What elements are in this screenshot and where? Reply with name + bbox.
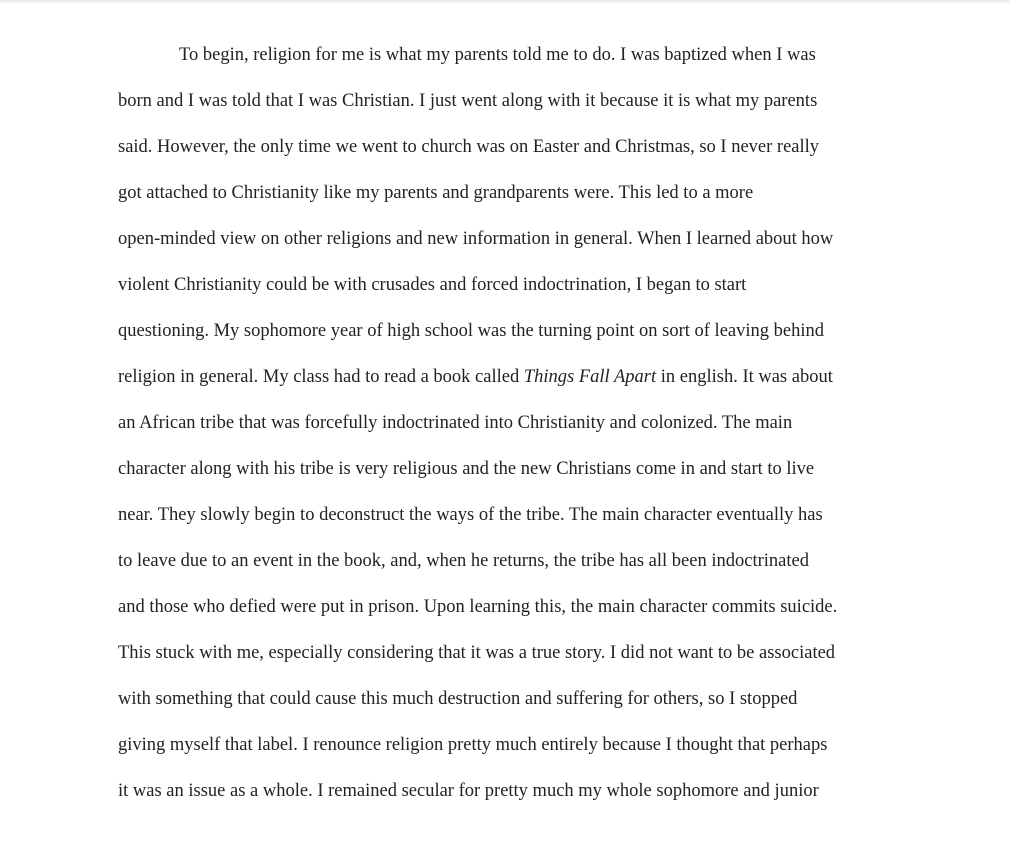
paragraph-line: with something that could cause this much destruction and suffering for others, so I stopped: [118, 689, 798, 709]
line-text-after-title: in english. It was about: [656, 367, 833, 387]
paragraph-line-with-book-title: [118, 354, 918, 400]
paragraph-line: giving myself that label. I renounce religion pretty much entirely because I thought that perhaps: [118, 735, 828, 755]
paragraph-line: questioning. My sophomore year of high school was the turning point on sort of leaving behind: [118, 321, 824, 341]
book-title: Things Fall Apart: [523, 367, 657, 387]
paragraph-line: an African tribe that was forcefully indoctrinated into Christianity and colonized. The main: [118, 413, 793, 433]
paragraph-line: said. However, the only time we went to church was on Easter and Christmas, so I never really: [118, 137, 820, 157]
paragraph-line: violent Christianity could be with crusades and forced indoctrination, I began to start: [118, 275, 747, 295]
paragraph-line: got attached to Christianity like my parents and grandparents were. This led to a more: [118, 183, 754, 203]
paragraph-line: open-minded view on other religions and new information in general. When I learned about how: [118, 229, 834, 249]
paragraph-line: To begin, religion for me is what my parents told me to do. I was baptized when I was: [179, 45, 816, 65]
paragraph-line: born and I was told that I was Christian. I just went along with it because it is what my parents: [118, 91, 818, 111]
document-body[interactable]: [118, 32, 918, 814]
paragraph-line: This stuck with me, especially considering that it was a true story. I did not want to be associated: [118, 643, 836, 663]
paragraph-line: and those who defied were put in prison. Upon learning this, the main character commits suicide.: [118, 597, 838, 617]
paragraph-line: character along with his tribe is very religious and the new Christians come in and start to live: [118, 459, 815, 479]
line-text-before-title: religion in general. My class had to read a book called: [118, 367, 524, 387]
paragraph-line: near. They slowly begin to deconstruct the ways of the tribe. The main character eventually has: [118, 505, 823, 525]
toolbar-shadow: [0, 0, 1009, 4]
paragraph-line: to leave due to an event in the book, and, when he returns, the tribe has all been indoctrinated: [118, 551, 809, 571]
paragraph-line: it was an issue as a whole. I remained secular for pretty much my whole sophomore and junior: [118, 781, 819, 801]
